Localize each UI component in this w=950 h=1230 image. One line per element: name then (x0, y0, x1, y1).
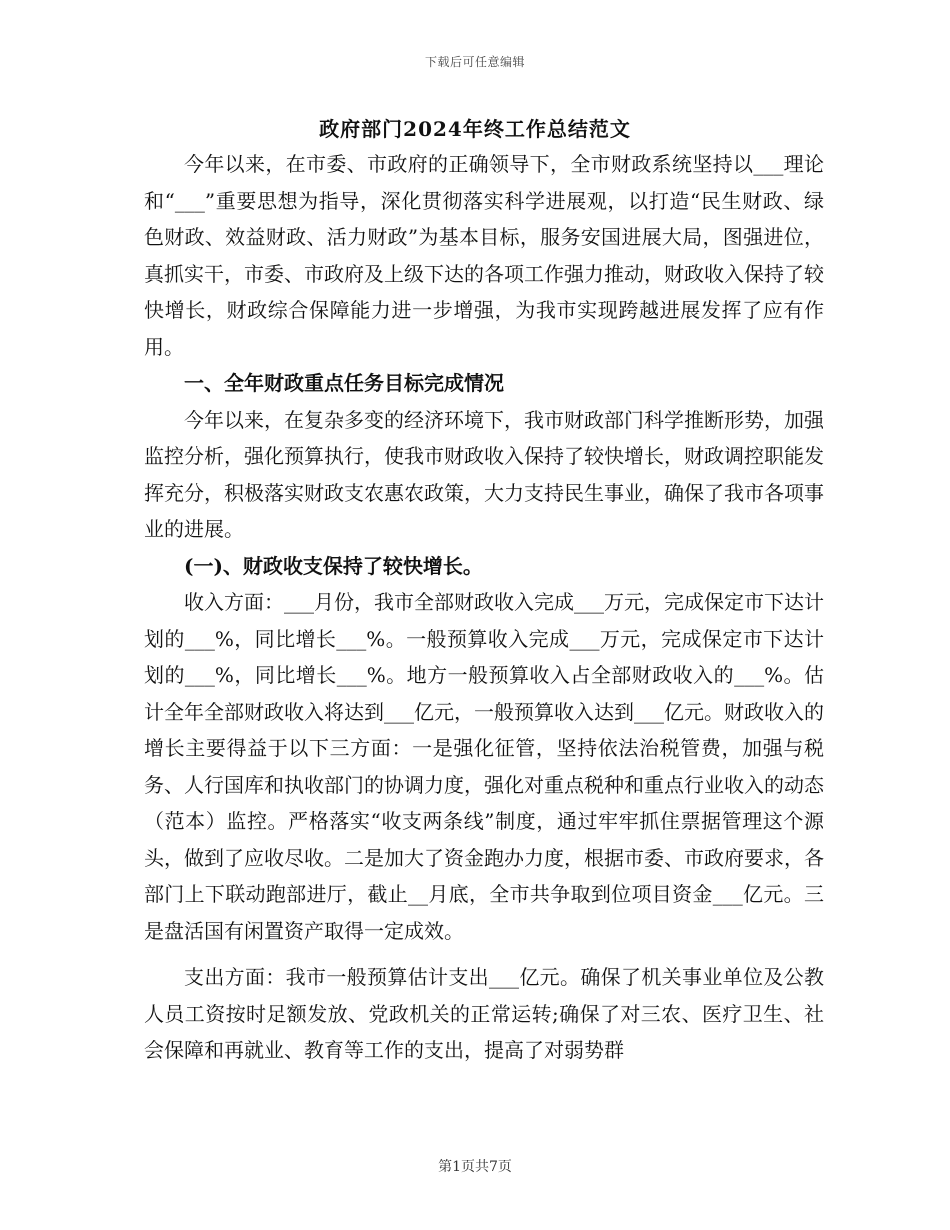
income-paragraph: 收入方面：___月份，我市全部财政收入完成___万元，完成保定市下达计划的___%，同比增长___%。一般预算收入完成___万元，完成保定市下达计划的___%，同比增长___%。地方一般预算收入占全部财政收入的___%。估计全年全部财政收入将达到___亿元，一般预算收入达到___亿元。财政收入的增长主要得益于以下三方面：一是强化征管，坚持依法治税管费，加强与税务、人行国库和执收部门的协调力度，强化对重点税种和重点行业收入的动态（范本）监控。严格落实“收支两条线”制度，通过牢牢抓住票据管理这个源头，做到了应收尽收。二是加大了资金跑办力度，根据市委、市政府要求，各部门上下联动跑部进厅，截止__月底，全市共争取到位项目资金___亿元。三是盘活国有闲置资产取得一定成效。 (144, 590, 824, 943)
subsection-1-heading: (一)、财政收支保持了较快增长。 (184, 553, 483, 578)
intro-paragraph: 今年以来，在市委、市政府的正确领导下，全市财政系统坚持以___理论和“___”重要思想为指导，深化贯彻落实科学进展观，以打造“民生财政、绿色财政、效益财政、活力财政”为基本目标，服务安国进展大局，图强进位，真抓实干，市委、市政府及上级下达的各项工作强力推动，财政收入保持了较快增长，财政综合保障能力进一步增强，为我市实现跨越进展发挥了应有作用。 (144, 152, 824, 359)
section-1-paragraph: 今年以来，在复杂多变的经济环境下，我市财政部门科学推断形势，加强监控分析，强化预算执行，使我市财政收入保持了较快增长，财政调控职能发挥充分，积极落实财政支农惠农政策，大力支持民生事业，确保了我市各项事业的进展。 (144, 407, 824, 541)
expense-paragraph: 支出方面：我市一般预算估计支出___亿元。确保了机关事业单位及公教人员工资按时足额发放、党政机关的正常运转;确保了对三农、医疗卫生、社会保障和再就业、教育等工作的支出，提高了对弱势群 (144, 965, 824, 1062)
document-body (144, 146, 824, 1069)
document-title: 政府部门2024年终工作总结范文 (319, 117, 631, 141)
page-header-note: 下载后可任意编辑 (424, 55, 525, 69)
page-footer-number: 第1页共7页 (438, 1159, 512, 1175)
section-1-heading: 一、全年财政重点任务目标完成情况 (184, 371, 504, 395)
